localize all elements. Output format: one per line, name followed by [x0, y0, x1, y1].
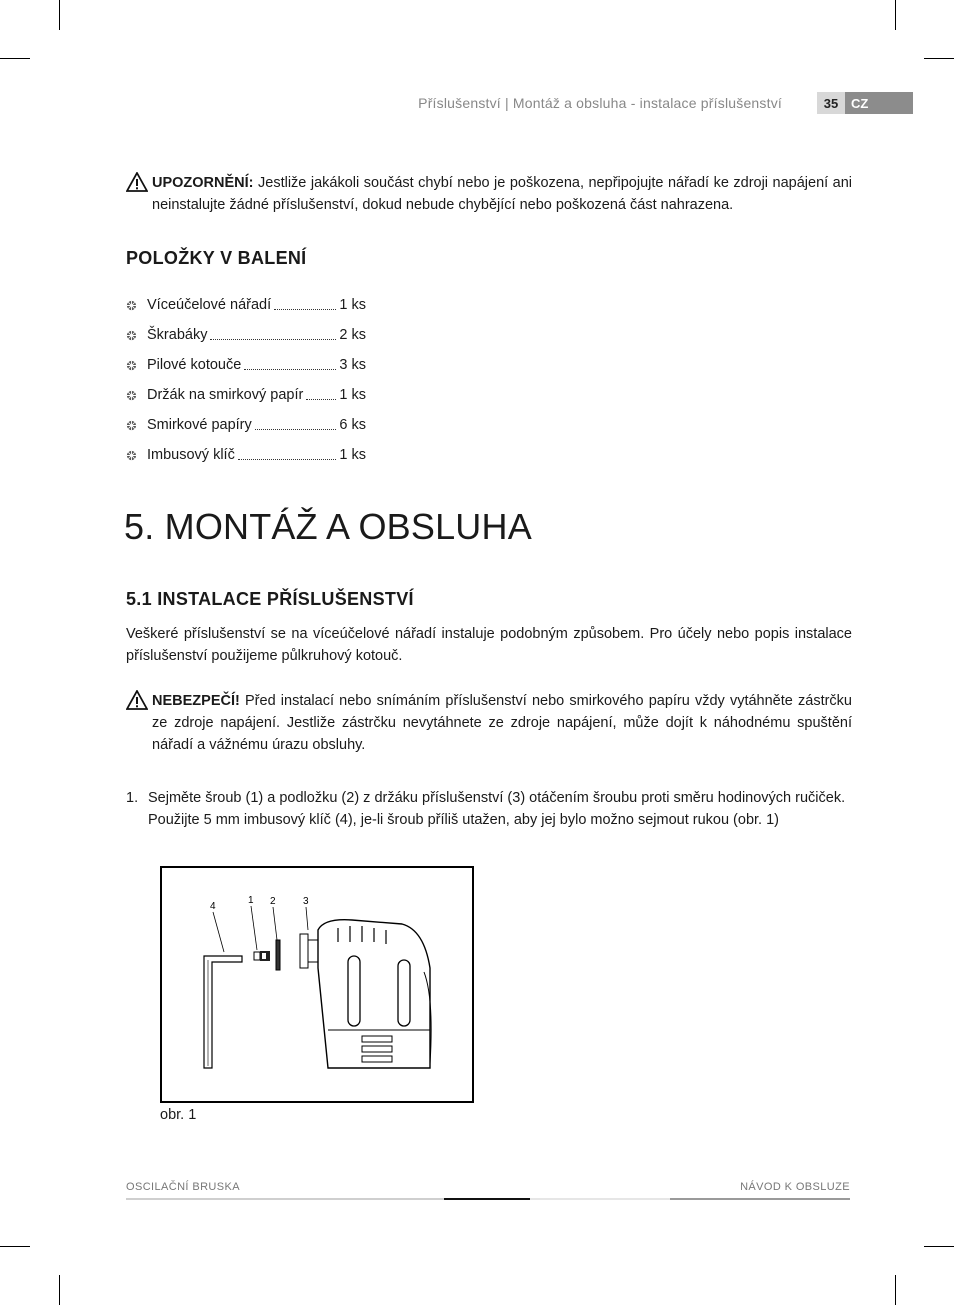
washer-icon	[276, 940, 280, 970]
dot-leader	[274, 299, 336, 310]
step-text: Sejměte šroub (1) a podložku (2) z držáku příslušenství (3) otáčením šroubu proti směru hodinových ručiček. Použijte 5 mm imbusový klíč (4), je-li šroub příliš utažen, aby jej bylo možno sejmout rukou (obr. 1)	[148, 790, 846, 828]
dot-leader	[210, 329, 336, 340]
item-name: Držák na smirkový papír	[147, 387, 304, 403]
dot-leader	[244, 359, 336, 370]
language-code: CZ	[845, 92, 913, 114]
figure-1	[160, 866, 474, 1103]
figure-caption: obr. 1	[160, 1107, 197, 1123]
callout-label: 1	[248, 895, 254, 906]
item-name: Škrabáky	[147, 327, 208, 343]
bullet-icon	[126, 390, 137, 401]
warning-triangle-icon	[126, 172, 148, 192]
footer-rule	[670, 1198, 850, 1200]
dot-leader	[238, 449, 337, 460]
danger-notice	[126, 690, 852, 756]
callout-label: 3	[303, 896, 309, 907]
warning-notice	[126, 172, 852, 216]
instruction-step	[126, 787, 852, 831]
footer-rule	[530, 1198, 670, 1200]
warning-label: UPOZORNĚNÍ:	[152, 175, 254, 191]
warning-text: Jestliže jakákoli součást chybí nebo je poškozena, nepřipojujte nářadí ke zdroji napájení ani neinstalujte žádné příslušenství, dokud nebude chybějící nebo poškozená část nahrazena.	[152, 175, 852, 213]
crop-mark	[924, 1246, 954, 1247]
crop-mark	[895, 0, 896, 30]
dot-leader	[255, 419, 337, 430]
callout-label: 2	[270, 896, 276, 907]
tool-illustration	[162, 868, 472, 1101]
page-number: 35	[817, 92, 845, 114]
danger-label: NEBEZPEČÍ!	[152, 693, 240, 709]
dot-leader	[306, 389, 336, 400]
section-intro: Veškeré příslušenství se na víceúčelové nářadí instaluje podobným způsobem. Pro účely nebo popis instalace příslušenství použijeme půlkruhový kotouč.	[126, 626, 852, 664]
bullet-icon	[126, 330, 137, 341]
screw-icon	[254, 951, 270, 961]
package-heading: POLOŽKY V BALENÍ	[126, 248, 307, 268]
bullet-icon	[126, 420, 137, 431]
callout-label: 4	[210, 901, 216, 912]
crop-mark	[924, 58, 954, 59]
package-list	[126, 290, 366, 470]
item-qty: 6 ks	[339, 417, 366, 433]
item-name: Víceúčelové nářadí	[147, 297, 272, 313]
footer-rule	[444, 1198, 530, 1200]
bullet-icon	[126, 450, 137, 461]
crop-mark	[0, 1246, 30, 1247]
crop-mark	[59, 1275, 60, 1305]
step-number: 1.	[126, 790, 139, 806]
warning-triangle-icon	[126, 690, 148, 710]
item-qty: 2 ks	[339, 327, 366, 343]
list-item	[126, 350, 366, 380]
item-name: Imbusový klíč	[147, 447, 235, 463]
bullet-icon	[126, 360, 137, 371]
item-qty: 1 ks	[339, 297, 366, 313]
page-badge	[817, 92, 913, 114]
item-name: Smirkové papíry	[147, 417, 252, 433]
danger-text: Před instalací nebo snímáním příslušenství nebo smirkového papíru vždy vytáhněte zástrčku ze zdroje napájení. Jestliže zástrčku nevytáhnete ze zdroje napájení, může dojít k náhodnému spuštění nářadí a vážnému úrazu obsluhy.	[152, 693, 852, 753]
hex-key-icon	[204, 956, 242, 1068]
crop-mark	[59, 0, 60, 30]
footer-doc-type: NÁVOD K OBSLUZE	[740, 1181, 850, 1193]
running-header: Příslušenství | Montáž a obsluha - instalace příslušenství	[418, 95, 782, 111]
list-item	[126, 410, 366, 440]
item-qty: 1 ks	[339, 447, 366, 463]
item-name: Pilové kotouče	[147, 357, 242, 373]
footer-rule	[126, 1198, 444, 1200]
bullet-icon	[126, 300, 137, 311]
list-item	[126, 290, 366, 320]
multi-tool-icon	[300, 920, 431, 1068]
list-item	[126, 380, 366, 410]
crop-mark	[0, 58, 30, 59]
list-item	[126, 320, 366, 350]
section-title: 5.1 INSTALACE PŘÍSLUŠENSTVÍ	[126, 589, 414, 609]
chapter-title: 5. MONTÁŽ A OBSLUHA	[124, 506, 532, 547]
footer-product: OSCILAČNÍ BRUSKA	[126, 1181, 240, 1193]
item-qty: 3 ks	[339, 357, 366, 373]
item-qty: 1 ks	[339, 387, 366, 403]
crop-mark	[895, 1275, 896, 1305]
list-item	[126, 440, 366, 470]
